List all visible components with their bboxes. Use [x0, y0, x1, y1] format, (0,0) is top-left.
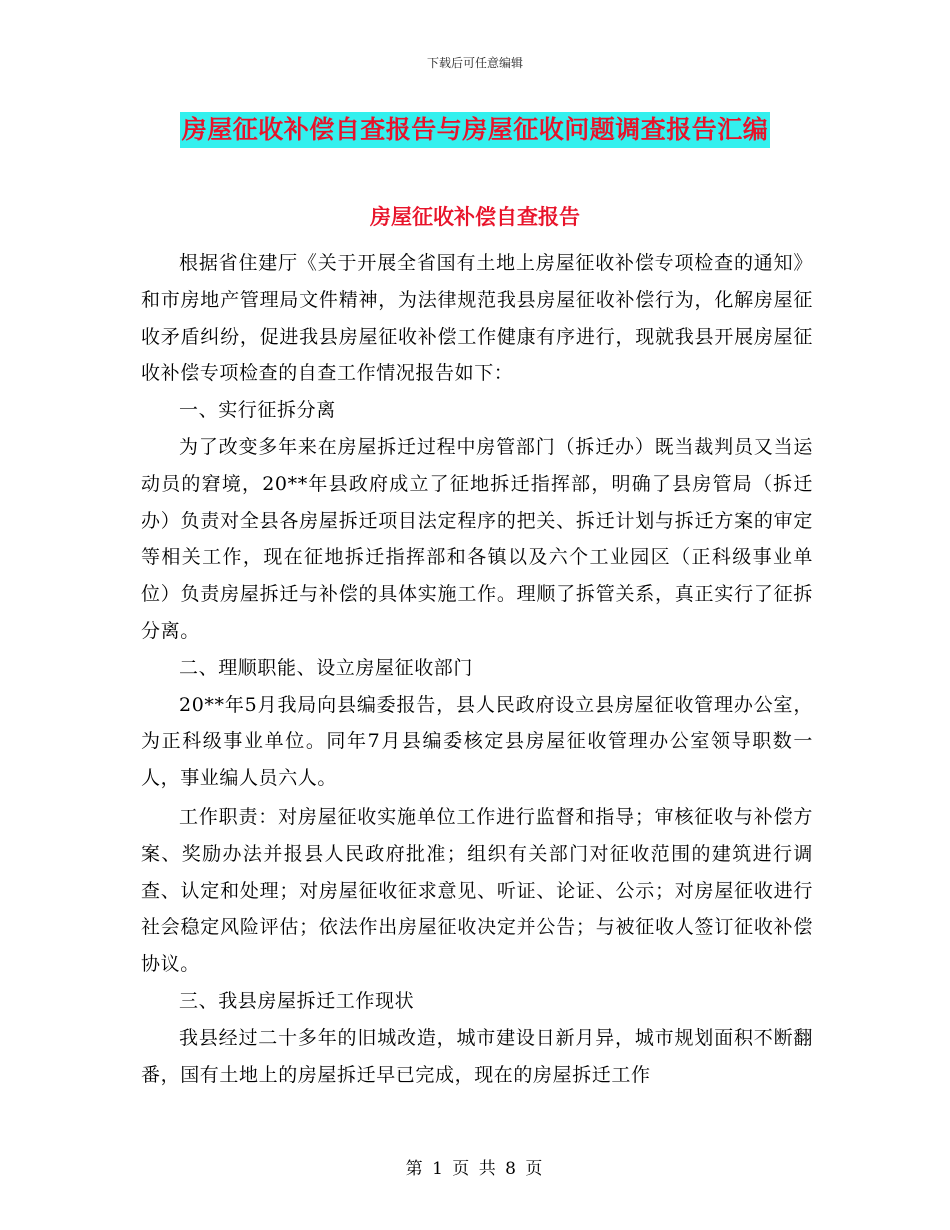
- paragraph-section-3: 我县经过二十多年的旧城改造，城市建设日新月异，城市规划面积不断翻番，国有土地上的房屋拆迁早已完成，现在的房屋拆迁工作: [141, 1026, 813, 1086]
- heading-section-1: 一、实行征拆分离: [179, 399, 336, 422]
- paragraph-section-2: 20**年5月我局向县编委报告，县人民政府设立县房屋征收管理办公室，为正科级事业单位。同年7月县编委核定县房屋征收管理办公室领导职数一人，事业编人员六人。: [141, 693, 813, 790]
- page-number: 第 1 页 共 8 页: [405, 1159, 545, 1179]
- main-title-container: [0, 112, 950, 148]
- page-header-note: 下载后可任意编辑: [426, 56, 523, 70]
- main-title: 房屋征收补偿自查报告与房屋征收问题调查报告汇编: [180, 112, 771, 148]
- paragraph-duties: 工作职责：对房屋征收实施单位工作进行监督和指导；审核征收与补偿方案、奖励办法并报县人民政府批准；组织有关部门对征收范围的建筑进行调查、认定和处理；对房屋征收征求意见、听证、论证、公示；对房屋征收进行社会稳定风险评估；依法作出房屋征收决定并公告；与被征收人签订征收补偿协议。: [141, 805, 813, 976]
- heading-section-2: 二、理顺职能、设立房屋征收部门: [179, 656, 474, 679]
- document-body: [141, 245, 813, 1093]
- heading-section-3: 三、我县房屋拆迁工作现状: [179, 989, 415, 1012]
- paragraph-intro: 根据省住建厅《关于开展全省国有土地上房屋征收补偿专项检查的通知》和市房地产管理局文件精神，为法律规范我县房屋征收补偿行为，化解房屋征收矛盾纠纷，促进我县房屋征收补偿工作健康有序进行，现就我县开展房屋征收补偿专项检查的自查工作情况报告如下：: [141, 252, 813, 385]
- section-title: 房屋征收补偿自查报告: [370, 204, 580, 229]
- paragraph-section-1: 为了改变多年来在房屋拆迁过程中房管部门（拆迁办）既当裁判员又当运动员的窘境，20**年县政府成立了征地拆迁指挥部，明确了县房管局（拆迁办）负责对全县各房屋拆迁项目法定程序的把关、拆迁计划与拆迁方案的审定等相关工作，现在征地拆迁指挥部和各镇以及六个工业园区（正科级事业单位）负责房屋拆迁与补偿的具体实施工作。理顺了拆管关系，真正实行了征拆分离。: [141, 435, 813, 642]
